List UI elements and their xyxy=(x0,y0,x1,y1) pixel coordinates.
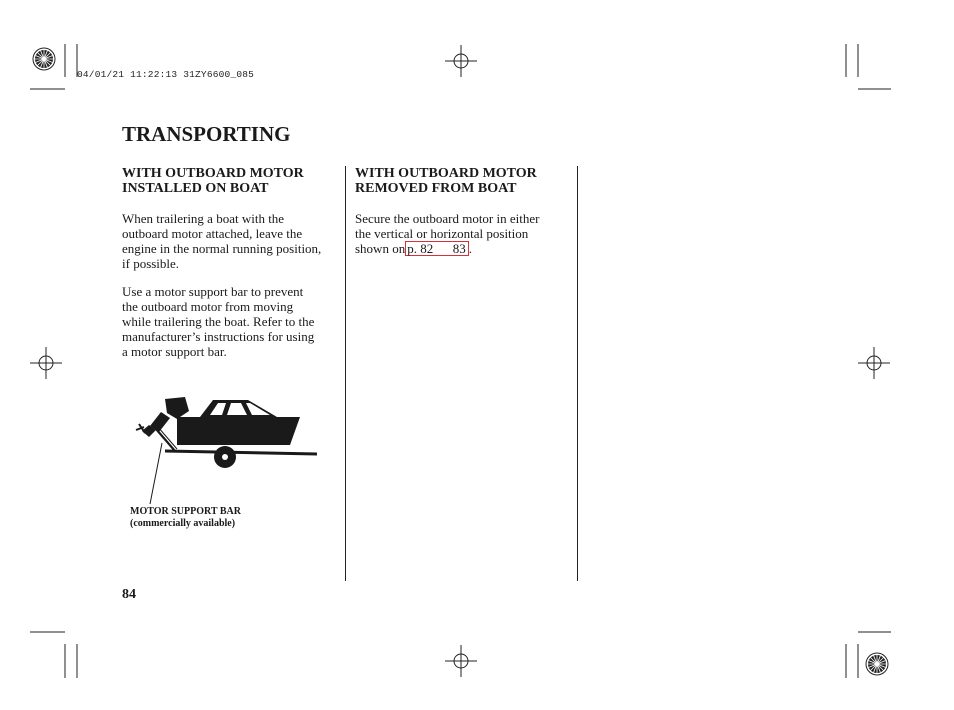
page-number: 84 xyxy=(122,587,136,602)
heading-line: INSTALLED ON BOAT xyxy=(122,181,269,196)
left-column-heading xyxy=(122,166,304,196)
text-line: outboard motor attached, leave the xyxy=(122,226,303,241)
crosshair-target-icon xyxy=(445,645,477,677)
text-line: a motor support bar. xyxy=(122,344,227,359)
text-line: shown on xyxy=(355,241,406,256)
text-line: while trailering the boat. Refer to the xyxy=(122,314,315,329)
page-ref-end: 83 xyxy=(452,241,466,256)
text-line: if possible. xyxy=(122,256,180,271)
crosshair-target-icon xyxy=(30,347,62,379)
starburst-registration-icon xyxy=(866,653,888,675)
heading-line: REMOVED FROM BOAT xyxy=(355,181,517,196)
heading-line: WITH OUTBOARD MOTOR xyxy=(355,166,537,181)
page-title: TRANSPORTING xyxy=(122,122,291,146)
boat-trailer-illustration xyxy=(125,385,325,505)
text-line-end: . xyxy=(468,241,472,256)
caption-line: MOTOR SUPPORT BAR xyxy=(130,506,241,517)
figure-caption xyxy=(130,506,241,530)
page-ref-start: p. 82 xyxy=(407,241,434,256)
heading-line: WITH OUTBOARD MOTOR xyxy=(122,166,304,181)
crosshair-target-icon xyxy=(858,347,890,379)
left-paragraph-support-bar xyxy=(122,284,314,359)
right-paragraph-removed xyxy=(355,211,539,256)
crosshair-target-icon xyxy=(445,45,477,77)
text-line: When trailering a boat with the xyxy=(122,211,285,226)
text-line: engine in the normal running position, xyxy=(122,241,322,256)
print-stamp: 04/01/21 11:22:13 31ZY6600_085 xyxy=(77,69,255,80)
text-line: manufacturer’s instructions for using xyxy=(122,329,315,344)
column-divider xyxy=(577,166,578,581)
text-line: the outboard motor from moving xyxy=(122,299,294,314)
starburst-registration-icon xyxy=(33,48,55,70)
page-reference-link[interactable] xyxy=(405,241,469,256)
text-line: Use a motor support bar to prevent xyxy=(122,284,304,299)
caption-line: (commercially available) xyxy=(130,518,236,529)
right-column-heading xyxy=(355,166,537,196)
left-paragraph-trailering xyxy=(122,211,321,271)
text-line: the vertical or horizontal position xyxy=(355,226,529,241)
text-line: Secure the outboard motor in either xyxy=(355,211,540,226)
column-divider xyxy=(345,166,346,581)
